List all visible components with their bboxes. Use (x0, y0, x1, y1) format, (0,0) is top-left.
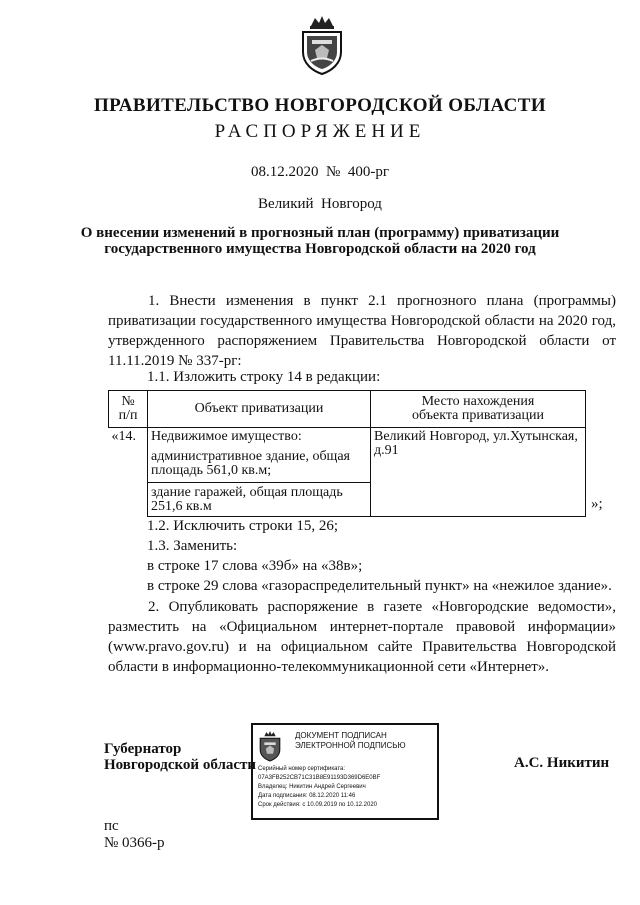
document-city: Великий Новгород (258, 196, 382, 212)
document-subject (0, 225, 640, 257)
table-header-row (109, 391, 586, 428)
object-item-1: административное здание, общая площадь 561,0 кв.м; (151, 449, 350, 478)
stamp-details (258, 765, 434, 810)
electronic-signature-stamp (251, 723, 439, 820)
paragraph-1-3: 1.3. Заменить: (147, 538, 238, 554)
document-footer (104, 818, 165, 852)
header-object: Объект приватизации (148, 391, 371, 428)
table-close-quote: »; (591, 496, 603, 512)
object-item-2: здание гаражей, общая площадь 251,6 кв.м (148, 482, 370, 514)
government-title: ПРАВИТЕЛЬСТВО НОВГОРОДСКОЙ ОБЛАСТИ (94, 95, 546, 116)
signatory-name: А.С. Никитин (514, 755, 610, 771)
document-type: РАСПОРЯЖЕНИЕ (214, 121, 426, 142)
document-date-number: 08.12.2020 № 400-рг (251, 164, 389, 180)
header-location: Место нахождения объекта приватизации (371, 391, 586, 428)
object-cell (148, 428, 371, 517)
stamp-validity: Срок действия: с 10.09.2019 по 10.12.2020 (258, 802, 378, 808)
paragraph-1-3-b: в строке 29 слова «газораспределительный пункт» на «нежилое здание». (147, 578, 612, 594)
subject-line-1: О внесении изменений в прогнозный план (программу) приватизации (80, 225, 560, 241)
privatization-table (108, 390, 586, 517)
row-number: «14. (109, 428, 148, 517)
signatory-position: Губернатор Новгородской области (104, 741, 257, 773)
stamp-title: ДОКУМЕНТ ПОДПИСАН ЭЛЕКТРОННОЙ ПОДПИСЬЮ (295, 731, 406, 750)
object-title: Недвижимое имущество: (151, 429, 302, 444)
coat-of-arms-icon (299, 14, 345, 76)
paragraph-1-3-a: в строке 17 слова «39б» на «38в»; (147, 558, 363, 574)
table-row (109, 428, 586, 517)
stamp-sign-date: Дата подписания: 08.12.2020 11:46 (258, 793, 356, 799)
subject-line-2: государственного имущества Новгородской области на 2020 год (104, 241, 536, 257)
stamp-serial-value: 07A3FB252CB71C31B8E91193D369D6E0BF (258, 775, 381, 781)
paragraph-2: 2. Опубликовать распоряжение в газете «Новгородские ведомости», разместить на «Официальном интернет-портале правовой информации» (www.pravo.gov.ru) и на официальном сайте Правительства Новгородской области в информационно-телекоммуникационной сети «Интернет». (108, 599, 616, 675)
footer-number: № 0366-р (104, 835, 165, 851)
paragraph-1-2: 1.2. Исключить строки 15, 26; (147, 518, 338, 534)
paragraph-1-1: 1.1. Изложить строку 14 в редакции: (147, 369, 381, 385)
coat-of-arms-icon (257, 730, 283, 762)
paragraph-1: 1. Внести изменения в пункт 2.1 прогнозного плана (программы) приватизации государственного имущества Новгородской области на 2020 год, утвержденного распоряжением Правительства Новгородской области от 11.11.2019 № 337-рг: (108, 293, 616, 369)
location-cell: Великий Новгород, ул.Хутынская, д.91 (371, 428, 586, 517)
stamp-owner: Владелец: Никитин Андрей Сергеевич (258, 784, 366, 790)
stamp-serial-label: Серийный номер сертификата: (258, 766, 346, 772)
footer-initials: пс (104, 818, 119, 834)
header-num: № п/п (109, 391, 148, 428)
